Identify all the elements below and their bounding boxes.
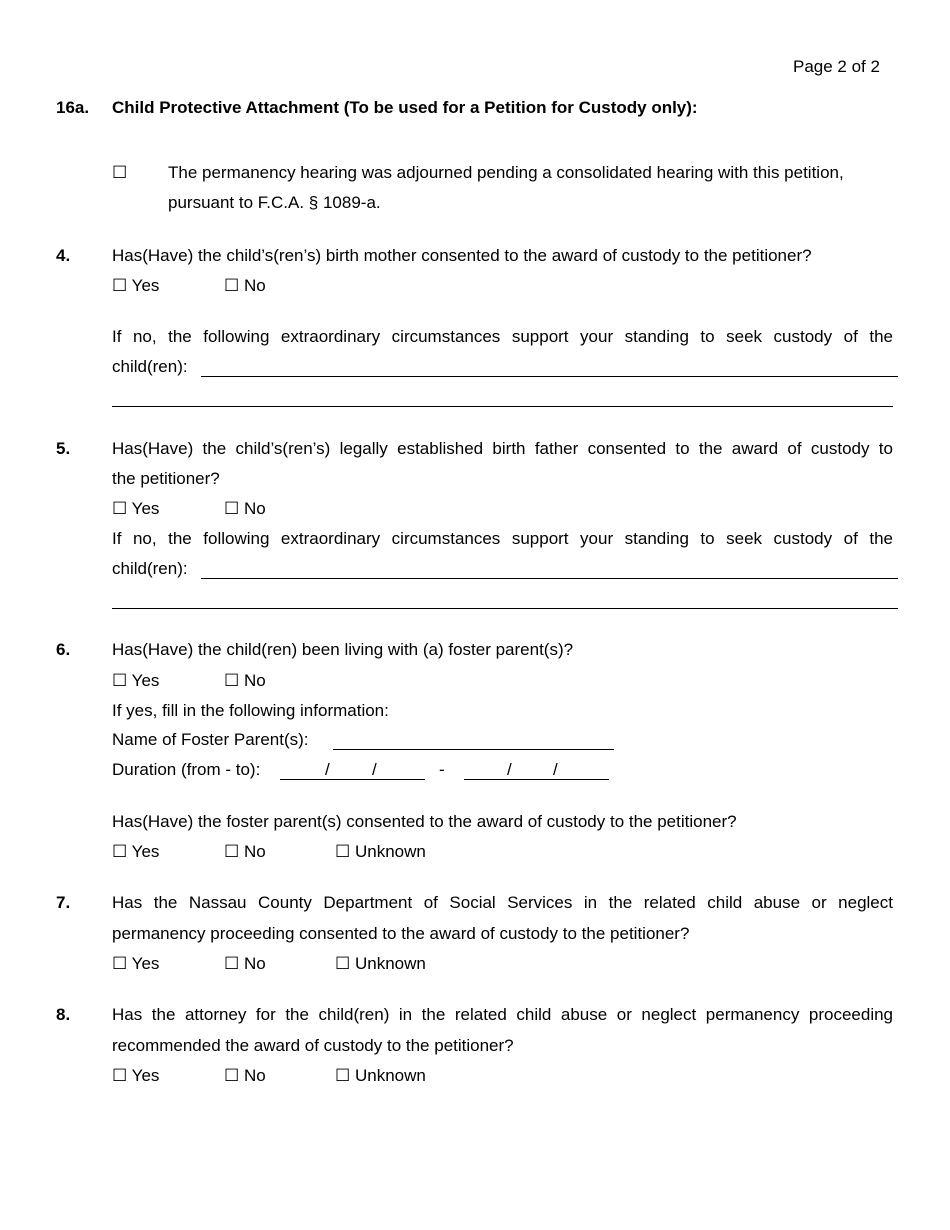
q7-question-line1: Has the Nassau County Department of Social Services in the related child abuse or neglect — [112, 893, 893, 912]
foster-consent-question: Has(Have) the foster parent(s) consented to the award of custody to the petitioner? — [112, 812, 737, 831]
q8-question-line2: recommended the award of custody to the petitioner? — [112, 1036, 514, 1055]
date-separator: / — [325, 760, 330, 779]
foster-consent-no-option[interactable] — [224, 842, 266, 862]
adjourned-checkbox[interactable] — [112, 163, 127, 183]
checkbox-icon: ☐ — [224, 276, 240, 295]
q5-no-option[interactable] — [224, 499, 266, 519]
checkbox-icon: ☐ — [112, 163, 128, 182]
checkbox-icon: ☐ — [224, 954, 240, 973]
checkbox-icon: ☐ — [224, 842, 240, 861]
duration-label: Duration (from - to): — [112, 760, 261, 779]
q4-if-no-text: If no, the following extraordinary circumstances support your standing to seek custody of the — [112, 327, 893, 346]
range-separator: - — [439, 760, 445, 779]
q6-yes-option[interactable] — [112, 671, 159, 691]
checkbox-icon: ☐ — [112, 842, 128, 861]
q4-circumstances-field-2[interactable] — [112, 406, 893, 407]
q6-no-option[interactable] — [224, 671, 266, 691]
checkbox-icon: ☐ — [335, 842, 351, 861]
yes-label: Yes — [131, 842, 160, 861]
checkbox-icon: ☐ — [224, 1066, 240, 1085]
no-label: No — [243, 276, 266, 295]
q7-no-option[interactable] — [224, 954, 266, 974]
duration-to-field[interactable] — [464, 779, 609, 780]
yes-label: Yes — [131, 1066, 160, 1085]
q8-no-option[interactable] — [224, 1066, 266, 1086]
yes-label: Yes — [131, 276, 160, 295]
page-number: Page 2 of 2 — [793, 57, 880, 76]
no-label: No — [243, 499, 266, 518]
date-separator: / — [553, 760, 558, 779]
q5-question-line1: Has(Have) the child’s(ren’s) legally established birth father consented to the award of custody to — [112, 439, 893, 458]
date-separator: / — [372, 760, 377, 779]
q5-circumstances-field-1[interactable] — [201, 578, 898, 579]
no-label: No — [243, 842, 266, 861]
q4-circumstances-field-1[interactable] — [201, 376, 898, 377]
q5-question-line2: the petitioner? — [112, 469, 220, 488]
yes-label: Yes — [131, 671, 160, 690]
q4-yes-option[interactable] — [112, 276, 159, 296]
adjourned-text-line2: pursuant to F.C.A. § 1089-a. — [168, 193, 381, 212]
yes-label: Yes — [131, 954, 160, 973]
section-title: Child Protective Attachment (To be used for a Petition for Custody only): — [112, 98, 698, 117]
q4-children-label: child(ren): — [112, 357, 188, 376]
q7-yes-option[interactable] — [112, 954, 159, 974]
checkbox-icon: ☐ — [112, 276, 128, 295]
checkbox-icon: ☐ — [335, 954, 351, 973]
checkbox-icon: ☐ — [112, 954, 128, 973]
q4-number: 4. — [56, 246, 71, 265]
checkbox-icon: ☐ — [112, 1066, 128, 1085]
q6-question: Has(Have) the child(ren) been living with (a) foster parent(s)? — [112, 640, 574, 659]
checkbox-icon: ☐ — [335, 1066, 351, 1085]
q8-question-line1: Has the attorney for the child(ren) in the related child abuse or neglect permanency proceeding — [112, 1005, 893, 1024]
q7-unknown-option[interactable] — [335, 954, 426, 974]
q6-if-yes-text: If yes, fill in the following information: — [112, 701, 389, 720]
duration-from-field[interactable] — [280, 779, 425, 780]
checkbox-icon: ☐ — [224, 499, 240, 518]
unknown-label: Unknown — [354, 954, 426, 973]
date-separator: / — [507, 760, 512, 779]
q8-yes-option[interactable] — [112, 1066, 159, 1086]
foster-name-label: Name of Foster Parent(s): — [112, 730, 309, 749]
foster-consent-yes-option[interactable] — [112, 842, 159, 862]
q7-question-line2: permanency proceeding consented to the award of custody to the petitioner? — [112, 924, 690, 943]
section-number: 16a. — [56, 98, 90, 117]
q4-no-option[interactable] — [224, 276, 266, 296]
unknown-label: Unknown — [354, 842, 426, 861]
q4-question: Has(Have) the child’s(ren’s) birth mother consented to the award of custody to the petitioner? — [112, 246, 812, 265]
q5-if-no-text: If no, the following extraordinary circumstances support your standing to seek custody of the — [112, 529, 893, 548]
q5-circumstances-field-2[interactable] — [112, 608, 898, 609]
q5-yes-option[interactable] — [112, 499, 159, 519]
no-label: No — [243, 954, 266, 973]
q5-number: 5. — [56, 439, 71, 458]
q7-number: 7. — [56, 893, 71, 912]
q5-children-label: child(ren): — [112, 559, 188, 578]
checkbox-icon: ☐ — [112, 499, 128, 518]
checkbox-icon: ☐ — [112, 671, 128, 690]
unknown-label: Unknown — [354, 1066, 426, 1085]
q8-number: 8. — [56, 1005, 71, 1024]
foster-consent-unknown-option[interactable] — [335, 842, 426, 862]
yes-label: Yes — [131, 499, 160, 518]
q6-number: 6. — [56, 640, 71, 659]
foster-name-field[interactable] — [333, 749, 614, 750]
no-label: No — [243, 671, 266, 690]
no-label: No — [243, 1066, 266, 1085]
adjourned-text-line1: The permanency hearing was adjourned pending a consolidated hearing with this petition, — [168, 163, 844, 182]
q8-unknown-option[interactable] — [335, 1066, 426, 1086]
checkbox-icon: ☐ — [224, 671, 240, 690]
